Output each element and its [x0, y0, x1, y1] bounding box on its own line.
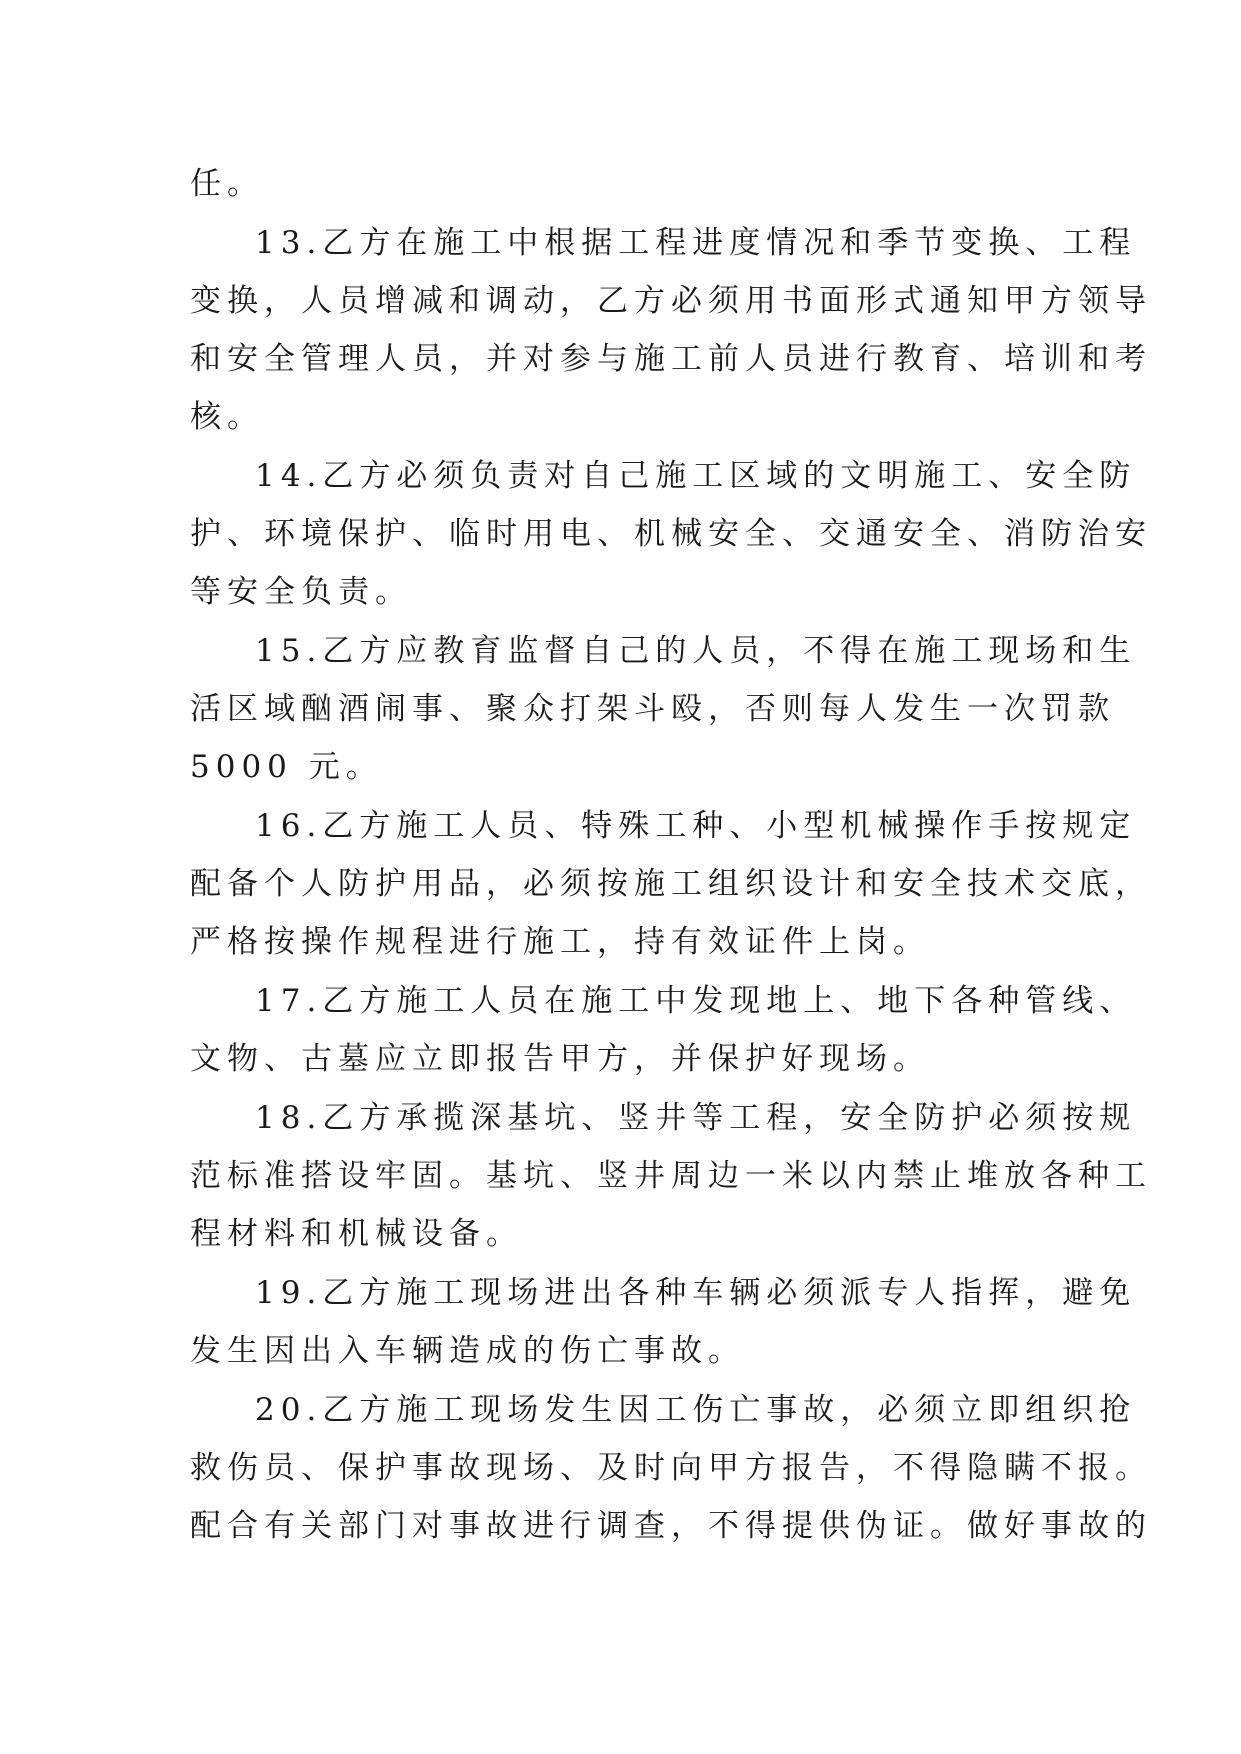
text-line: 范标准搭设牢固。基坑、竖井周边一米以内禁止堆放各种工 [190, 1158, 1152, 1194]
text-line: 救伤员、保护事故现场、及时向甲方报告，不得隐瞒不报。 [190, 1450, 1152, 1486]
clause-15-line-1: 15.乙方应教育监督自己的人员，不得在施工现场和生 [255, 633, 1137, 669]
clause-17-line-1: 17.乙方施工人员在施工中发现地上、地下各种管线、 [255, 983, 1137, 1019]
text-line: 5000 元。 [190, 749, 383, 785]
text-line: 配合有关部门对事故进行调查，不得提供伪证。做好事故的 [190, 1508, 1152, 1544]
clause-20-line-1: 20.乙方施工现场发生因工伤亡事故，必须立即组织抢 [255, 1392, 1137, 1428]
text-line: 配备个人防护用品，必须按施工组织设计和安全技术交底， [190, 866, 1152, 902]
clause-13-line-1: 13.乙方在施工中根据工程进度情况和季节变换、工程 [255, 225, 1137, 261]
text-line: 活区域酗酒闹事、聚众打架斗殴，否则每人发生一次罚款 [190, 691, 1115, 727]
text-line: 变换，人员增减和调动，乙方必须用书面形式通知甲方领导 [190, 283, 1152, 319]
text-line: 护、环境保护、临时用电、机械安全、交通安全、消防治安 [190, 516, 1152, 552]
clause-19-line-1: 19.乙方施工现场进出各种车辆必须派专人指挥，避免 [255, 1275, 1137, 1311]
clause-14-line-1: 14.乙方必须负责对自己施工区域的文明施工、安全防 [255, 458, 1137, 494]
clause-16-line-1: 16.乙方施工人员、特殊工种、小型机械操作手按规定 [255, 808, 1137, 844]
text-line: 发生因出入车辆造成的伤亡事故。 [190, 1333, 745, 1369]
clause-18-line-1: 18.乙方承揽深基坑、竖井等工程，安全防护必须按规 [255, 1100, 1137, 1136]
text-line: 程材料和机械设备。 [190, 1216, 523, 1252]
text-line: 和安全管理人员，并对参与施工前人员进行教育、培训和考 [190, 341, 1152, 377]
text-line: 等安全负责。 [190, 574, 412, 610]
text-line: 文物、古墓应立即报告甲方，并保护好现场。 [190, 1041, 930, 1077]
text-line: 任。 [190, 166, 264, 202]
text-line: 核。 [190, 399, 264, 435]
text-line: 严格按操作规程进行施工，持有效证件上岗。 [190, 924, 930, 960]
